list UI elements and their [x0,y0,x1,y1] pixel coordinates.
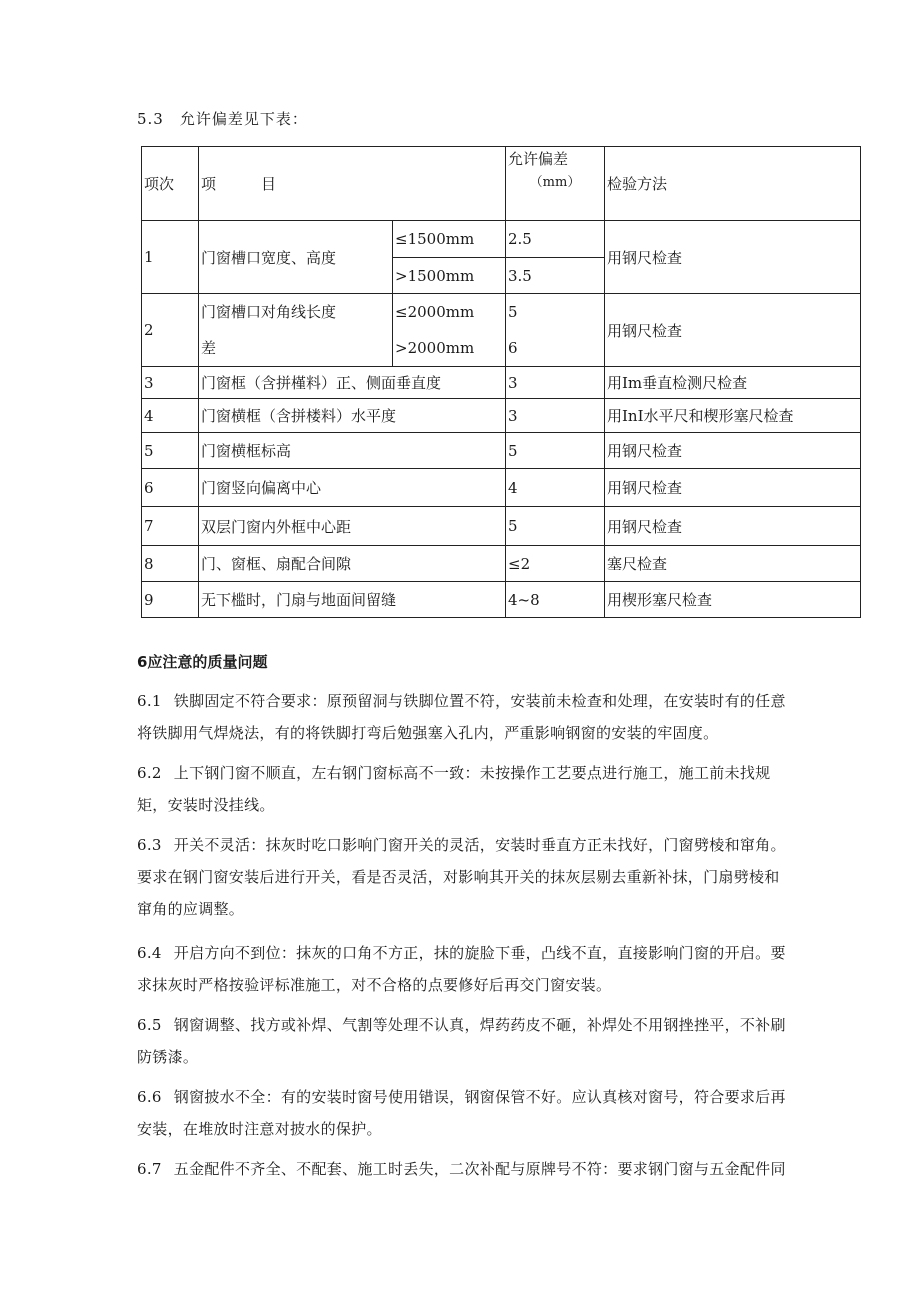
paragraph-number: 6.3 [137,836,162,854]
row-sub: >2000mm [393,330,506,367]
row-method: 用Im垂直检测尺检查 [605,367,861,399]
row-method: 用钢尺检查 [605,294,861,367]
table-row [142,367,861,399]
row-item: 双层门窗内外框中心距 [199,507,506,546]
row-item-line: 门窗槽口对角线长度 [201,303,337,321]
row-no: 1 [142,221,199,294]
paragraph-line: 矩，安装时没挂线。 [137,796,275,814]
row-allow: 5 [506,294,605,331]
row-allow: 6 [506,330,605,367]
header-no: 项次 [142,147,199,221]
row-no: 6 [142,469,199,507]
paragraph-line: 将铁脚用气焊烧法，有的将铁脚打弯后勉强塞入孔内，严重影响钢窗的安装的牢固度。 [137,724,719,742]
header-item: 项 目 [199,147,506,221]
row-item: 门窗槽口宽度、高度 [199,221,393,294]
row-allow: 5 [506,433,605,469]
row-no: 9 [142,582,199,618]
row-allow: 5 [506,507,605,546]
row-allow: 4~8 [506,582,605,618]
row-method: 用钢尺检查 [605,469,861,507]
paragraph-number: 6.1 [137,692,162,710]
paragraph-line: 安装，在堆放时注意对披水的保护。 [137,1120,382,1138]
header-allow [506,147,605,221]
row-item: 无下槛时，门扇与地面间留缝 [199,582,506,618]
row-allow: 4 [506,469,605,507]
paragraph-line: 五金配件不齐全、不配套、施工时丢失，二次补配与原牌号不符：要求钢门窗与五金配件同 [173,1160,786,1178]
paragraph-line: 求抹灰时严格按验评标准施工，对不合格的点要修好后再交门窗安装。 [137,976,612,994]
paragraph-line: 上下钢门窗不顺直，左右钢门窗标高不一致：未按操作工艺要点进行施工，施工前未找规 [173,764,771,782]
paragraph-6-6 [137,1081,867,1145]
paragraph-number: 6.6 [137,1088,162,1106]
row-no: 5 [142,433,199,469]
table-header-row [142,147,861,221]
row-allow: ≤2 [506,546,605,582]
paragraph-number: 6.7 [137,1160,162,1178]
paragraph-6-4 [137,937,867,1001]
row-item: 门窗竖向偏离中心 [199,469,506,507]
table-row [142,433,861,469]
paragraph-number: 6.4 [137,944,162,962]
row-sub: ≤1500mm [393,221,506,258]
row-method: 用钢尺检查 [605,433,861,469]
paragraph-6-7 [137,1153,867,1185]
row-no: 8 [142,546,199,582]
paragraph-line: 开启方向不到位：抹灰的口角不方正，抹的旋脸下垂，凸线不直，直接影响门窗的开启。要 [173,944,786,962]
row-method: 用钢尺检查 [605,507,861,546]
row-allow: 3 [506,399,605,433]
header-allow-unit: （mm） [529,175,581,190]
paragraph-6-5 [137,1009,867,1073]
row-sub: ≤2000mm [393,294,506,331]
row-item: 门窗横框标高 [199,433,506,469]
table-row [142,221,861,258]
row-allow: 3.5 [506,258,605,294]
header-method: 检验方法 [605,147,861,221]
row-item [199,294,393,367]
table-row [142,507,861,546]
table-row [142,469,861,507]
paragraph-6-3 [137,829,867,925]
row-method: 塞尺检查 [605,546,861,582]
row-sub: >1500mm [393,258,506,294]
paragraph-line: 开关不灵活：抹灰时吃口影响门窗开关的灵活，安装时垂直方正未找好，门窗劈棱和窜角。 [173,836,786,854]
row-no: 2 [142,294,199,367]
row-allow: 2.5 [506,221,605,258]
paragraph-line: 钢窗披水不全：有的安装时窗号使用错误，钢窗保管不好。应认真核对窗号，符合要求后再 [173,1088,786,1106]
paragraph-6-2 [137,757,867,821]
paragraph-number: 6.5 [137,1016,162,1034]
row-item: 门窗横框（含拼楼料）水平度 [199,399,506,433]
paragraph-line: 钢窗调整、找方或补焊、气割等处理不认真，焊药药皮不砸，补焊处不用钢挫挫平，不补刷 [173,1016,786,1034]
quality-issues-heading: 6应注意的质量问题 [137,653,268,671]
paragraph-line: 窜角的应调整。 [137,900,245,918]
header-allow-label: 允许偏差 [508,150,569,168]
table-row [142,582,861,618]
row-no: 7 [142,507,199,546]
row-allow: 3 [506,367,605,399]
tolerance-table [141,146,861,618]
row-item-line: 差 [201,339,217,357]
table-row [142,294,861,331]
paragraph-line: 要求在钢门窗安装后进行开关，看是否灵活，对影响其开关的抹灰层剔去重新补抹，门扇劈棱和 [137,868,780,886]
row-item: 门、窗框、扇配合间隙 [199,546,506,582]
table-row [142,399,861,433]
row-method: 用楔形塞尺检查 [605,582,861,618]
row-no: 4 [142,399,199,433]
row-method: 用InI水平尺和楔形塞尺检查 [605,399,861,433]
row-item: 门窗框（含拼槿料）正、侧面垂直度 [199,367,506,399]
row-no: 3 [142,367,199,399]
paragraph-line: 防锈漆。 [137,1048,199,1066]
row-method: 用钢尺检查 [605,221,861,294]
section-heading-5-3: 5.3 允许偏差见下表： [137,110,308,128]
paragraph-6-1 [137,685,867,749]
paragraph-number: 6.2 [137,764,162,782]
table-row [142,546,861,582]
paragraph-line: 铁脚固定不符合要求：原预留洞与铁脚位置不符，安装前未检查和处理，在安装时有的任意 [173,692,786,710]
